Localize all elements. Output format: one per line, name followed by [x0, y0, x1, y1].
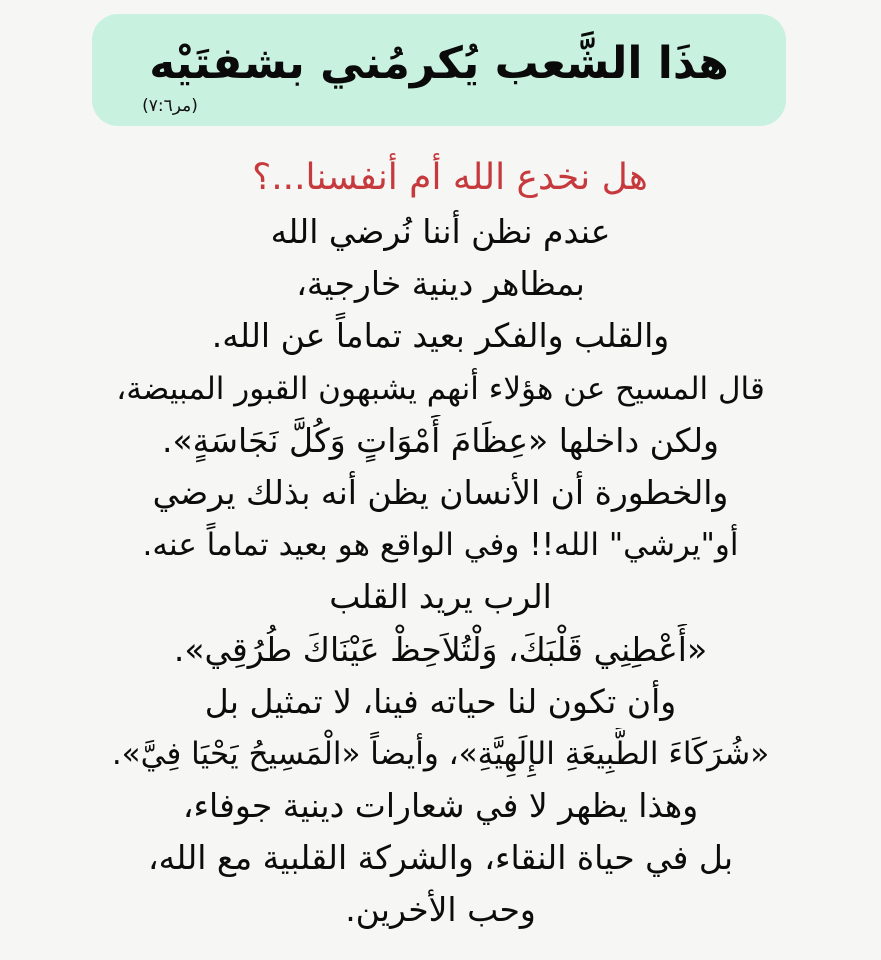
body-text — [6, 206, 875, 937]
text-line: الرب يريد القلب — [329, 577, 552, 617]
text-line: والخطورة أن الأنسان يظن أنه بذلك يرضي — [152, 472, 729, 512]
verse-reference: (مر٧:٦) — [142, 96, 198, 116]
question-heading: هل نخدع الله أم أنفسنا...؟ — [252, 157, 648, 198]
text-line: ولكن داخلها «عِظَامَ أَمْوَاتٍ وَكُلَّ نَجَاسَةٍ». — [161, 420, 719, 460]
page-title: هذَا الشَّعب يُكرمُني بشفتَيْه — [149, 38, 729, 89]
title-banner — [92, 14, 786, 126]
text-line: وحب الأخرين. — [345, 890, 536, 930]
text-line: والقلب والفكر بعيد تماماً عن الله. — [211, 316, 670, 356]
text-line: قال المسيح عن هؤلاء أنهم يشبهون القبور المبيضة، — [116, 370, 765, 407]
text-line: وأن تكون لنا حياته فينا، لا تمثيل بل — [204, 681, 677, 721]
text-line: بمظاهر دينية خارجية، — [296, 264, 585, 304]
text-line: «أَعْطِنِي قَلْبَكَ، وَلْتُلاَحِظْ عَيْنَاكَ طُرُقِي». — [173, 629, 708, 669]
text-line: بل في حياة النقاء، والشركة القلبية مع الله، — [147, 838, 734, 878]
text-line: عندم نظن أننا نُرضي الله — [270, 212, 611, 251]
text-line: وهذا يظهر لا في شعارات دينية جوفاء، — [182, 786, 699, 826]
text-line: أو"يرشي" الله!! وفي الواقع هو بعيد تماماً عنه. — [142, 527, 739, 564]
text-line: «شُرَكَاءَ الطَّبِيعَةِ الإِلَهِيَّةِ»، وأيضاً «الْمَسِيحُ يَحْيَا فِيَّ». — [111, 735, 770, 772]
